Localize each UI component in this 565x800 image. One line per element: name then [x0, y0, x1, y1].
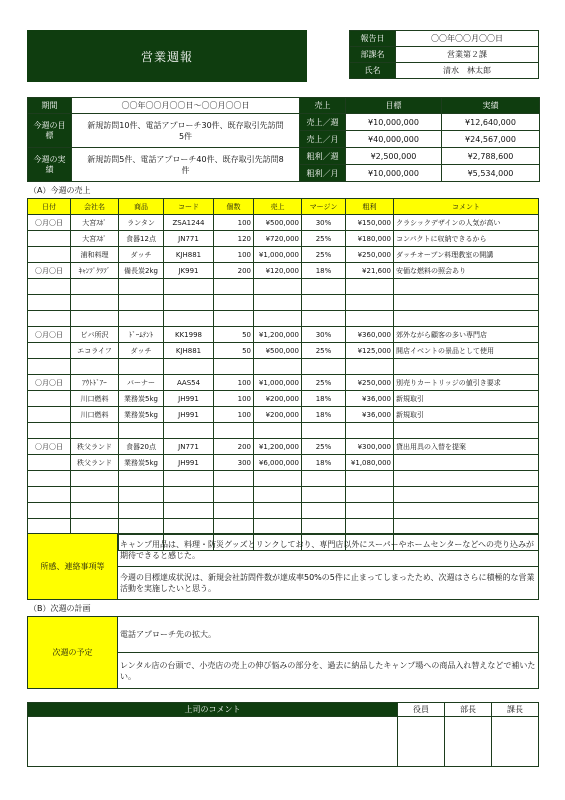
sales-cell[interactable]: [164, 279, 214, 295]
sales-cell[interactable]: 100: [214, 247, 254, 263]
report-date-label: 報告日: [350, 31, 396, 47]
sales-cell[interactable]: 30%: [302, 327, 346, 343]
sales-cell[interactable]: ダッチ: [119, 343, 164, 359]
sales-cell[interactable]: 業務炭5kg: [119, 391, 164, 407]
profit-month-actual[interactable]: ¥5,534,000: [442, 165, 540, 182]
sales-cell[interactable]: [254, 423, 302, 439]
result-text[interactable]: 新規訪問5件、電話アプローチ40件、既存取引先訪問8件: [72, 148, 300, 182]
sales-cell[interactable]: KJH881: [164, 343, 214, 359]
sales-cell[interactable]: [346, 503, 394, 519]
sales-cell[interactable]: 50: [214, 327, 254, 343]
target-header: 目標: [346, 98, 442, 114]
name-value[interactable]: 清水 林太郎: [396, 63, 539, 79]
sales-cell[interactable]: ¥250,000: [346, 247, 394, 263]
sales-cell[interactable]: 100: [214, 375, 254, 391]
sales-cell[interactable]: [28, 423, 71, 439]
sales-cell[interactable]: [71, 295, 119, 311]
sales-cell[interactable]: 〇月〇日: [28, 215, 71, 231]
sales-cell[interactable]: [254, 359, 302, 375]
sales-cell[interactable]: ¥36,000: [346, 391, 394, 407]
sales-cell[interactable]: 18%: [302, 407, 346, 423]
sales-cell[interactable]: ¥36,000: [346, 407, 394, 423]
plan-text-2[interactable]: レンタル店の台頭で、小売店の売上の伸び悩みの部分を、過去に納品したキャンプ場への商品入れ替えなどで補いたい。: [118, 653, 539, 689]
sales-cell[interactable]: コンパクトに収納できるから: [394, 231, 539, 247]
sales-cell[interactable]: [302, 471, 346, 487]
sales-cell[interactable]: エコライフ: [71, 343, 119, 359]
sales-cell[interactable]: [214, 423, 254, 439]
sales-cell[interactable]: ¥21,600: [346, 263, 394, 279]
sales-cell[interactable]: JK991: [164, 263, 214, 279]
sales-cell[interactable]: 100: [214, 407, 254, 423]
sales-cell[interactable]: [302, 487, 346, 503]
exec-label: 役員: [398, 703, 445, 717]
profit-week-actual[interactable]: ¥2,788,600: [442, 148, 540, 165]
sales-cell[interactable]: 25%: [302, 247, 346, 263]
sales-cell[interactable]: [346, 359, 394, 375]
sales-cell[interactable]: 新規取引: [394, 407, 539, 423]
sales-cell[interactable]: 浦和料理: [71, 247, 119, 263]
sales-cell[interactable]: [302, 503, 346, 519]
sales-cell[interactable]: ¥1,200,000: [254, 439, 302, 455]
sales-cell[interactable]: [164, 311, 214, 327]
sales-cell[interactable]: ¥120,000: [254, 263, 302, 279]
sales-cell[interactable]: [28, 391, 71, 407]
sales-cell[interactable]: JH991: [164, 391, 214, 407]
sales-cell[interactable]: JH991: [164, 455, 214, 471]
sales-cell[interactable]: [394, 487, 539, 503]
sales-cell[interactable]: 200: [214, 439, 254, 455]
sales-cell[interactable]: 300: [214, 455, 254, 471]
sales-cell[interactable]: 郊外ながら顧客の多い専門店: [394, 327, 539, 343]
table-row: [28, 391, 539, 407]
boss-comment-label: 上司のコメント: [28, 703, 398, 717]
sales-cell[interactable]: [394, 455, 539, 471]
sales-cell[interactable]: 秩父ランド: [71, 439, 119, 455]
notes-text-2[interactable]: 今週の目標達成状況は、新規会社訪問件数が達成率50%の5件に止まってしまったため、次週はさらに積極的な営業活動を実施したいと思う。: [118, 567, 539, 600]
sales-cell[interactable]: 100: [214, 215, 254, 231]
sales-cell[interactable]: [119, 359, 164, 375]
sales-cell[interactable]: 開店イベントの景品として使用: [394, 343, 539, 359]
sales-cell[interactable]: 25%: [302, 343, 346, 359]
sales-month-label: 売上／月: [300, 131, 346, 148]
sales-cell[interactable]: [119, 503, 164, 519]
sales-cell[interactable]: [28, 247, 71, 263]
sales-cell[interactable]: ¥300,000: [346, 439, 394, 455]
dept-value[interactable]: 営業第２課: [396, 47, 539, 63]
summary-table: [27, 97, 540, 182]
sales-cell[interactable]: 200: [214, 263, 254, 279]
sales-cell[interactable]: ¥6,000,000: [254, 455, 302, 471]
sales-cell[interactable]: [214, 503, 254, 519]
sales-cell[interactable]: [214, 279, 254, 295]
sales-header-cell: マージン: [302, 199, 346, 215]
sales-cell[interactable]: [28, 343, 71, 359]
sales-cell[interactable]: 業務炭5kg: [119, 455, 164, 471]
sales-cell[interactable]: 貸出用具の入替を提案: [394, 439, 539, 455]
sales-cell[interactable]: 120: [214, 231, 254, 247]
sales-cell[interactable]: [164, 423, 214, 439]
exec-stamp-field[interactable]: [398, 717, 445, 767]
sales-month-actual[interactable]: ¥24,567,000: [442, 131, 540, 148]
table-row: [28, 503, 539, 519]
profit-week-label: 粗利／週: [300, 148, 346, 165]
sales-cell[interactable]: [254, 279, 302, 295]
sales-cell[interactable]: 25%: [302, 375, 346, 391]
sales-cell[interactable]: [346, 487, 394, 503]
sales-cell[interactable]: [346, 423, 394, 439]
sales-cell[interactable]: ¥150,000: [346, 215, 394, 231]
sales-cell[interactable]: [346, 295, 394, 311]
table-row: [28, 407, 539, 423]
sales-cell[interactable]: [254, 295, 302, 311]
sales-cell[interactable]: [254, 471, 302, 487]
section-b-heading: （B）次週の計画: [29, 604, 91, 613]
sales-cell[interactable]: 18%: [302, 455, 346, 471]
sales-cell[interactable]: [254, 311, 302, 327]
sales-cell[interactable]: [394, 359, 539, 375]
notes-text-1[interactable]: キャンプ用品は、料理・防災グッズとリンクしており、専門店以外にスーパーやホームセンターなどへの売り込みが期待できると感じた。: [118, 534, 539, 567]
sales-cell[interactable]: [214, 311, 254, 327]
sales-cell[interactable]: [302, 423, 346, 439]
table-row: [28, 231, 539, 247]
sales-week-label: 売上／週: [300, 114, 346, 131]
sales-cell[interactable]: [28, 295, 71, 311]
section-a-heading: （A）今週の売上: [29, 186, 91, 195]
report-title: 営業週報: [27, 30, 307, 82]
sales-cell[interactable]: [28, 279, 71, 295]
sales-cell[interactable]: [28, 311, 71, 327]
sales-cell[interactable]: [164, 487, 214, 503]
sales-cell[interactable]: [164, 503, 214, 519]
sales-cell[interactable]: [214, 359, 254, 375]
table-row: [28, 423, 539, 439]
period-label: 期間: [28, 98, 72, 114]
sales-header-cell: コメント: [394, 199, 539, 215]
sales-cell[interactable]: [394, 423, 539, 439]
sales-table-header: [28, 199, 539, 215]
sales-cell[interactable]: ¥1,200,000: [254, 327, 302, 343]
sales-cell[interactable]: [119, 295, 164, 311]
sales-header-cell: 売上: [254, 199, 302, 215]
notes-label: 所感、連絡事項等: [28, 534, 118, 600]
section-chief-stamp-field[interactable]: [492, 717, 539, 767]
sales-cell[interactable]: ダッチオーブン料理教室の開講: [394, 247, 539, 263]
table-row: [28, 263, 539, 279]
sales-cell[interactable]: ¥720,000: [254, 231, 302, 247]
profit-week-target[interactable]: ¥2,500,000: [346, 148, 442, 165]
manager-stamp-field[interactable]: [445, 717, 492, 767]
sales-cell[interactable]: KK1998: [164, 327, 214, 343]
goal-label: 今週の目標: [28, 114, 72, 148]
sales-cell[interactable]: [214, 471, 254, 487]
sales-cell[interactable]: [302, 295, 346, 311]
sales-cell[interactable]: 25%: [302, 439, 346, 455]
boss-comment-field[interactable]: [28, 717, 398, 767]
sales-cell[interactable]: [71, 423, 119, 439]
sales-cell[interactable]: 〇月〇日: [28, 375, 71, 391]
sales-cell[interactable]: [302, 359, 346, 375]
sales-cell[interactable]: [302, 279, 346, 295]
table-row: [28, 343, 539, 359]
sales-cell[interactable]: KJH881: [164, 247, 214, 263]
sales-cell[interactable]: 業務炭5kg: [119, 407, 164, 423]
sales-cell[interactable]: [164, 295, 214, 311]
sales-header-cell: コード: [164, 199, 214, 215]
sales-cell[interactable]: 食器12点: [119, 231, 164, 247]
sales-cell[interactable]: ZSA1244: [164, 215, 214, 231]
sales-cell[interactable]: [119, 423, 164, 439]
period-value[interactable]: 〇〇年〇〇月〇〇日～〇〇月〇〇日: [72, 98, 300, 114]
sales-cell[interactable]: [71, 503, 119, 519]
sales-cell[interactable]: [28, 455, 71, 471]
sales-header-cell: 粗利: [346, 199, 394, 215]
sales-cell[interactable]: 〇月〇日: [28, 439, 71, 455]
table-row: [28, 311, 539, 327]
sales-cell[interactable]: [164, 471, 214, 487]
plan-text-1[interactable]: 電話アプローチ先の拡大。: [118, 617, 539, 653]
sales-cell[interactable]: 大宮ｽﾎﾟ: [71, 231, 119, 247]
table-row: [28, 359, 539, 375]
sales-cell[interactable]: [71, 279, 119, 295]
goal-text[interactable]: 新規訪問10件、電話アプローチ30件、既存取引先訪問5件: [72, 114, 300, 148]
sales-cell[interactable]: [346, 311, 394, 327]
sales-cell[interactable]: JH991: [164, 407, 214, 423]
sales-cell[interactable]: [346, 279, 394, 295]
sales-cell[interactable]: [214, 295, 254, 311]
sales-cell[interactable]: 備長炭2kg: [119, 263, 164, 279]
sales-cell[interactable]: 川口燃料: [71, 391, 119, 407]
sales-cell[interactable]: 大宮ｽﾎﾟ: [71, 215, 119, 231]
sales-cell[interactable]: ¥200,000: [254, 407, 302, 423]
sales-header-cell: 個数: [214, 199, 254, 215]
sales-cell[interactable]: ﾄﾞｰﾑﾃﾝﾄ: [119, 327, 164, 343]
report-date-value[interactable]: 〇〇年〇〇月〇〇日: [396, 31, 539, 47]
sales-cell[interactable]: [119, 487, 164, 503]
sales-cell[interactable]: [71, 359, 119, 375]
sales-header-cell: 日付: [28, 199, 71, 215]
sales-cell[interactable]: [214, 487, 254, 503]
table-row: [28, 487, 539, 503]
table-row: [28, 439, 539, 455]
table-row: [28, 279, 539, 295]
section-chief-label: 課長: [492, 703, 539, 717]
sales-header: 売上: [300, 98, 346, 114]
sales-week-actual[interactable]: ¥12,640,000: [442, 114, 540, 131]
sales-cell[interactable]: ビバ所沢: [71, 327, 119, 343]
sales-cell[interactable]: [119, 311, 164, 327]
sales-cell[interactable]: [164, 359, 214, 375]
sales-cell[interactable]: ¥180,000: [346, 231, 394, 247]
sales-cell[interactable]: ランタン: [119, 215, 164, 231]
sales-cell[interactable]: ¥1,000,000: [254, 247, 302, 263]
sales-table: [27, 198, 539, 551]
sales-cell[interactable]: ¥1,000,000: [254, 375, 302, 391]
sales-cell[interactable]: バーナー: [119, 375, 164, 391]
sales-cell[interactable]: JN771: [164, 231, 214, 247]
sales-cell[interactable]: [28, 503, 71, 519]
table-row: [28, 295, 539, 311]
sales-cell[interactable]: クラシックデザインの人気が高い: [394, 215, 539, 231]
sales-cell[interactable]: [28, 231, 71, 247]
result-label: 今週の実績: [28, 148, 72, 182]
plan-table: [27, 616, 539, 689]
meta-table: [349, 30, 539, 79]
sales-cell[interactable]: 川口燃料: [71, 407, 119, 423]
sales-cell[interactable]: 安価な燃料の照会あり: [394, 263, 539, 279]
sales-cell[interactable]: ¥500,000: [254, 343, 302, 359]
table-row: [28, 455, 539, 471]
sales-cell[interactable]: ¥200,000: [254, 391, 302, 407]
sales-cell[interactable]: [28, 407, 71, 423]
sales-cell[interactable]: [254, 487, 302, 503]
table-row: [28, 471, 539, 487]
sales-cell[interactable]: JN771: [164, 439, 214, 455]
sales-cell[interactable]: 食器20点: [119, 439, 164, 455]
sales-header-cell: 会社名: [71, 199, 119, 215]
sales-cell[interactable]: [394, 279, 539, 295]
name-label: 氏名: [350, 63, 396, 79]
sales-cell[interactable]: [28, 359, 71, 375]
manager-label: 部長: [445, 703, 492, 717]
sales-cell[interactable]: [394, 471, 539, 487]
boss-table: [27, 702, 539, 767]
sales-cell[interactable]: [28, 471, 71, 487]
sales-cell[interactable]: 新規取引: [394, 391, 539, 407]
actual-header: 実績: [442, 98, 540, 114]
sales-cell[interactable]: 18%: [302, 263, 346, 279]
dept-label: 部課名: [350, 47, 396, 63]
sales-cell[interactable]: 別売りカートリッジの値引き要求: [394, 375, 539, 391]
sales-cell[interactable]: [346, 471, 394, 487]
sales-cell[interactable]: 100: [214, 391, 254, 407]
sales-month-target[interactable]: ¥40,000,000: [346, 131, 442, 148]
profit-month-label: 粗利／月: [300, 165, 346, 182]
sales-cell[interactable]: ¥360,000: [346, 327, 394, 343]
sales-cell[interactable]: [119, 279, 164, 295]
table-row: [28, 215, 539, 231]
sales-cell[interactable]: 秩父ランド: [71, 455, 119, 471]
sales-header-cell: 商品: [119, 199, 164, 215]
sales-cell[interactable]: [71, 311, 119, 327]
profit-month-target[interactable]: ¥10,000,000: [346, 165, 442, 182]
sales-cell[interactable]: 30%: [302, 215, 346, 231]
sales-cell[interactable]: 18%: [302, 391, 346, 407]
sales-cell[interactable]: [394, 311, 539, 327]
sales-cell[interactable]: ¥250,000: [346, 375, 394, 391]
sales-cell[interactable]: [119, 471, 164, 487]
sales-cell[interactable]: AAS54: [164, 375, 214, 391]
sales-cell[interactable]: [394, 295, 539, 311]
sales-week-target[interactable]: ¥10,000,000: [346, 114, 442, 131]
sales-cell[interactable]: 〇月〇日: [28, 263, 71, 279]
sales-cell[interactable]: ¥1,080,000: [346, 455, 394, 471]
sales-cell[interactable]: [254, 503, 302, 519]
sales-cell[interactable]: 50: [214, 343, 254, 359]
sales-cell[interactable]: 25%: [302, 231, 346, 247]
sales-cell[interactable]: ¥125,000: [346, 343, 394, 359]
table-row: [28, 327, 539, 343]
sales-cell[interactable]: [302, 311, 346, 327]
sales-cell[interactable]: 〇月〇日: [28, 327, 71, 343]
notes-table: [27, 533, 539, 600]
table-row: [28, 247, 539, 263]
plan-label: 次週の予定: [28, 617, 118, 689]
sales-cell[interactable]: [71, 471, 119, 487]
sales-cell[interactable]: ｷｬﾝﾌﾟｸﾗﾌﾞ: [71, 263, 119, 279]
sales-cell[interactable]: ダッチ: [119, 247, 164, 263]
sales-cell[interactable]: ｱｳﾄﾄﾞｱｰ: [71, 375, 119, 391]
sales-cell[interactable]: [71, 487, 119, 503]
sales-cell[interactable]: [394, 503, 539, 519]
sales-cell[interactable]: ¥500,000: [254, 215, 302, 231]
sales-cell[interactable]: [28, 487, 71, 503]
table-row: [28, 375, 539, 391]
